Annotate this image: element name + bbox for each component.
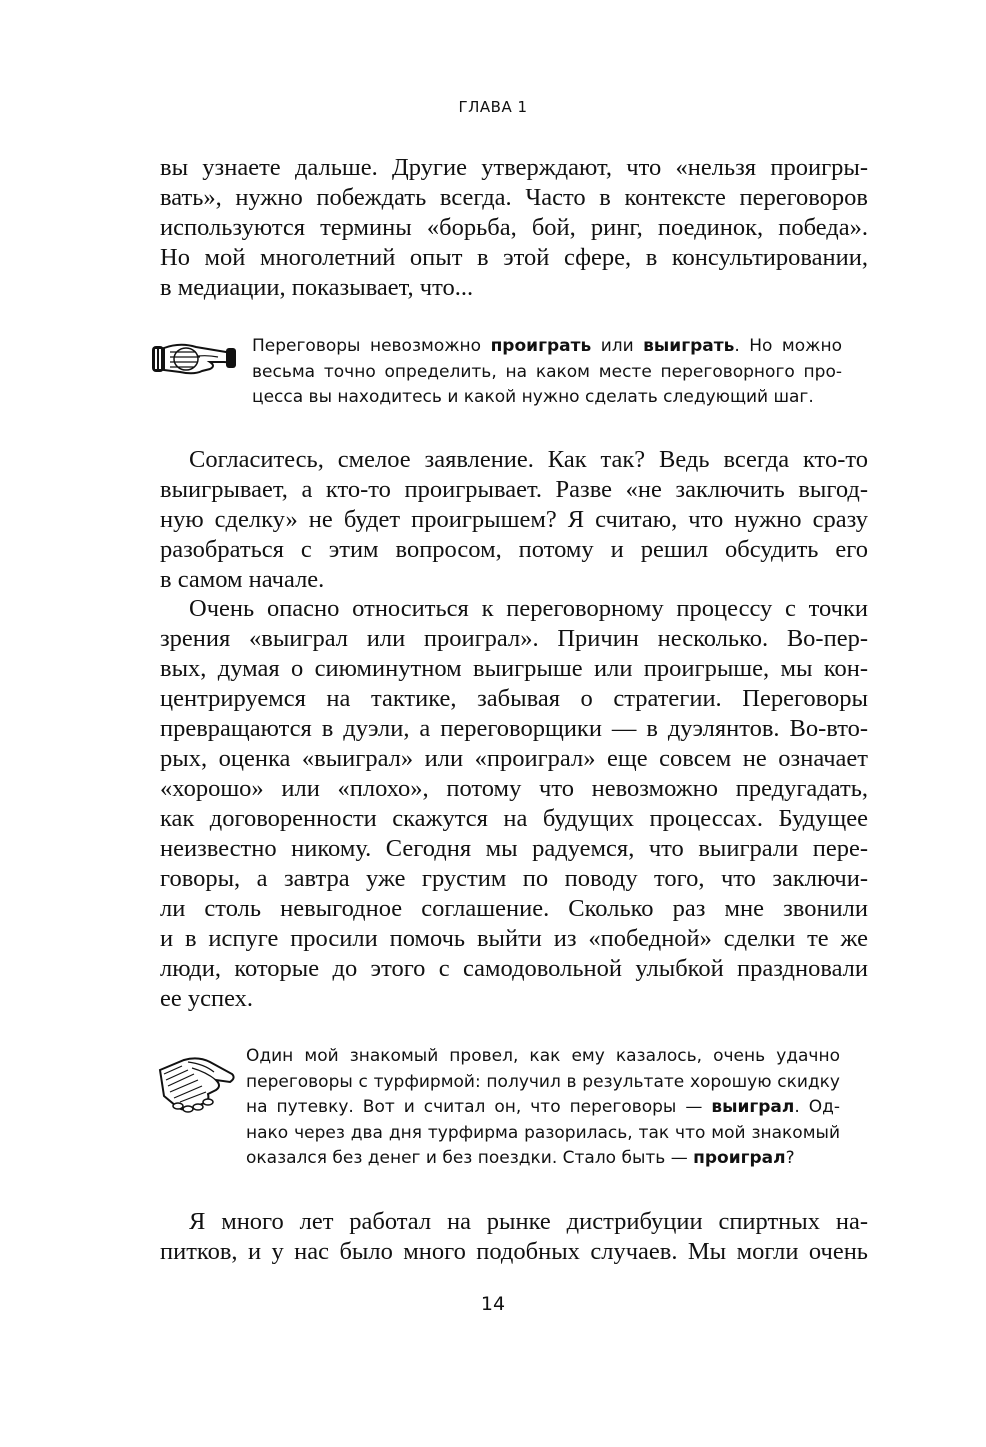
- intro-paragraph: [160, 153, 868, 303]
- callout-negotiation-outcome: [252, 334, 842, 411]
- text-line: рых, оценка «выиграл» или «проиграл» еще совсем не означает: [160, 745, 868, 772]
- text-line: и в испуге просили помочь выйти из «победной» сделки те же: [160, 925, 868, 952]
- text-line: вы узнаете дальше. Другие утверждают, что «нельзя проигры-: [160, 154, 868, 181]
- paragraph-win-lose-danger: [160, 594, 868, 1014]
- running-header: ГЛАВА 1: [458, 98, 528, 116]
- callout-line: весьма точно определить, на каком месте переговорного про-: [252, 361, 842, 382]
- callout-line: нако через два дня турфирма разорилась, так что мой знакомый: [246, 1122, 840, 1143]
- text-line: используются термины «борьба, бой, ринг, поединок, победа».: [160, 214, 868, 241]
- text-line: как договоренности скажутся на будущих процессах. Будущее: [160, 805, 868, 832]
- text-line: вать», нужно побеждать всегда. Часто в контексте переговоров: [160, 184, 868, 211]
- callout-line: Переговоры невозможно проиграть или выиграть. Но можно: [252, 336, 842, 356]
- callout-line: переговоры с турфирмой: получил в результате хорошую скидку: [246, 1071, 840, 1092]
- handshake-icon: [158, 1052, 236, 1114]
- text-line: Согласитесь, смелое заявление. Как так? Ведь всегда кто-то: [189, 446, 868, 473]
- callout-line: Один мой знакомый провел, как ему казалось, очень удачно: [246, 1046, 840, 1066]
- text-line: ее успех.: [160, 985, 254, 1012]
- text-line: ли столь невыгодное соглашение. Сколько раз мне звонили: [160, 895, 868, 922]
- text-line: неизвестно никому. Сегодня мы радуемся, что выиграли пере-: [160, 835, 868, 862]
- pointing-hand-icon: [150, 338, 242, 380]
- paragraph-distribution-market: [160, 1207, 868, 1267]
- callout-line: цесса вы находитесь и какой нужно сделать следующий шаг.: [252, 387, 814, 407]
- text-line: Я много лет работал на рынке дистрибуции спиртных на-: [189, 1208, 868, 1235]
- text-line: центрируемся на тактике, забывая о стратегии. Переговоры: [160, 685, 868, 712]
- text-line: питков, и у нас было много подобных случаев. Мы могли очень: [160, 1238, 868, 1265]
- text-line: люди, которые до этого с самодовольной улыбкой праздновали: [160, 955, 868, 982]
- paragraph-bold-statement: [160, 445, 868, 595]
- text-line: в самом начале.: [160, 566, 325, 593]
- text-line: «хорошо» или «плохо», потому что невозможно предугадать,: [160, 775, 868, 802]
- text-line: превращаются в дуэли, а переговорщики — в дуэлянтов. Во-вто-: [160, 715, 868, 742]
- text-line: говоры, а завтра уже грустим по поводу того, что заключи-: [160, 865, 868, 892]
- callout-travel-agency-story: [246, 1044, 840, 1172]
- text-line: ную сделку» не будет проигрышем? Я считаю, что нужно сразу: [160, 506, 868, 533]
- text-line: разобраться с этим вопросом, потому и решил обсудить его: [160, 536, 868, 563]
- text-line: вых, думая о сиюминутном выигрыше или проигрыше, мы кон-: [160, 655, 868, 682]
- text-line: выигрывает, а кто-то проигрывает. Разве «не заключить выгод-: [160, 476, 868, 503]
- page-number: 14: [480, 1293, 506, 1315]
- text-line: Очень опасно относиться к переговорному процессу с точки: [189, 595, 868, 622]
- text-line: в медиации, показывает, что...: [160, 274, 474, 301]
- callout-line: на путевку. Вот и считал он, что переговоры — выиграл. Од-: [246, 1097, 840, 1117]
- text-line: Но мой многолетний опыт в этой сфере, в консультировании,: [160, 244, 868, 271]
- text-line: зрения «выиграл или проиграл». Причин несколько. Во-пер-: [160, 625, 868, 652]
- callout-line: оказался без денег и без поездки. Стало быть — проиграл?: [246, 1148, 795, 1168]
